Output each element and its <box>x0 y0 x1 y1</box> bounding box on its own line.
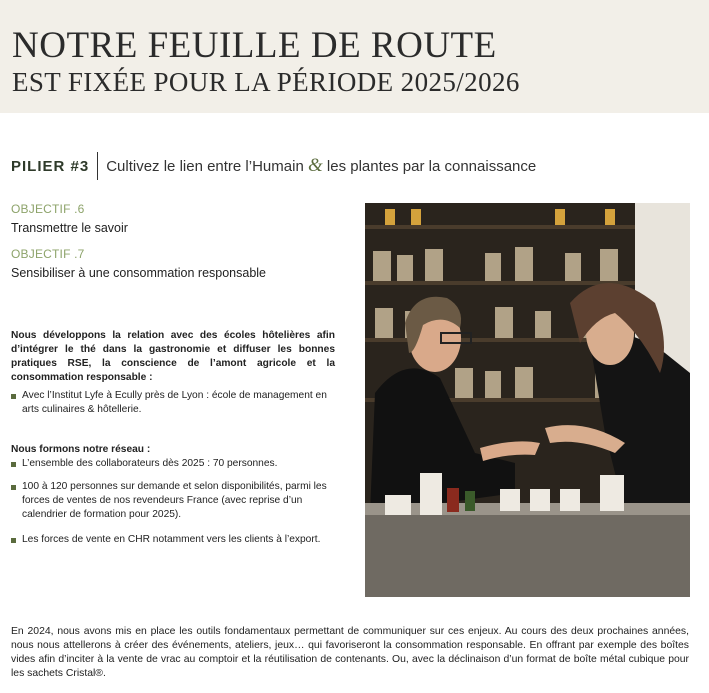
pillar-tag: PILIER #3 <box>11 157 90 175</box>
bullet-text: L’ensemble des collaborateurs dès 2025 : 70 personnes. <box>22 458 278 469</box>
section1-intro: Nous développons la relation avec des écoles hôtelières afin d’intégrer le thé dans la gastronomie et diffuser les bonnes pratiques RSE, la conscience de l’amont agricole et la consommation responsable : <box>11 330 335 383</box>
objective-7-label: OBJECTIF .7 <box>11 247 85 261</box>
section1-bullet-1 <box>11 389 335 417</box>
photo-illustration <box>365 203 690 597</box>
section2-bullet-1 <box>11 457 335 471</box>
bullet-square-icon <box>11 485 16 490</box>
section2-intro: Nous formons notre réseau : <box>11 444 151 455</box>
bullet-text: Avec l’Institut Lyfe à Ecully près de Lyon : école de management en arts culinaires & hôtellerie. <box>22 390 327 415</box>
pillar-text-before: Cultivez le lien entre l’Humain <box>106 158 308 175</box>
page-subtitle: EST FIXÉE POUR LA PÉRIODE 2025/2026 <box>12 67 520 97</box>
pillar-text-after: les plantes par la connaissance <box>322 158 537 175</box>
objective-7-text: Sensibiliser à une consommation responsable <box>11 266 267 280</box>
pillar-heading <box>11 152 536 180</box>
section2-bullet-2 <box>11 480 335 522</box>
bullet-square-icon <box>11 462 16 467</box>
objective-6-label: OBJECTIF .6 <box>11 202 85 216</box>
section2-bullet-3 <box>11 533 335 547</box>
bullet-text: 100 à 120 personnes sur demande et selon disponibilités, parmi les forces de ventes de nos revendeurs France (avec reprise d’un calendrier de formation pour 2025). <box>22 481 327 520</box>
pillar-divider <box>97 152 98 180</box>
bullet-square-icon <box>11 538 16 543</box>
bullet-square-icon <box>11 394 16 399</box>
page-title: NOTRE FEUILLE DE ROUTE <box>12 25 497 66</box>
tea-shop-photo <box>365 203 690 597</box>
objective-6-text: Transmettre le savoir <box>11 221 128 235</box>
bullet-text: Les forces de vente en CHR notamment vers les clients à l’export. <box>22 534 321 545</box>
footer-paragraph: En 2024, nous avons mis en place les outils fondamentaux permettant de communiquer sur ces enjeux. Au cours des deux prochaines années, nous nous attellerons à créer des événements, ateliers, jeux… qui favoriseront la consommation responsable. En offrant par exemple des boîtes vides afin d’inciter à la vente de vrac au comptoir et la réutilisation de contenants. Ou, avec la déclinaison d’un format de boîte métal cubique pour les sachets Cristal®. <box>11 626 689 679</box>
pillar-title <box>106 155 536 177</box>
pillar-ampersand: & <box>307 155 323 176</box>
header-band <box>0 0 709 113</box>
